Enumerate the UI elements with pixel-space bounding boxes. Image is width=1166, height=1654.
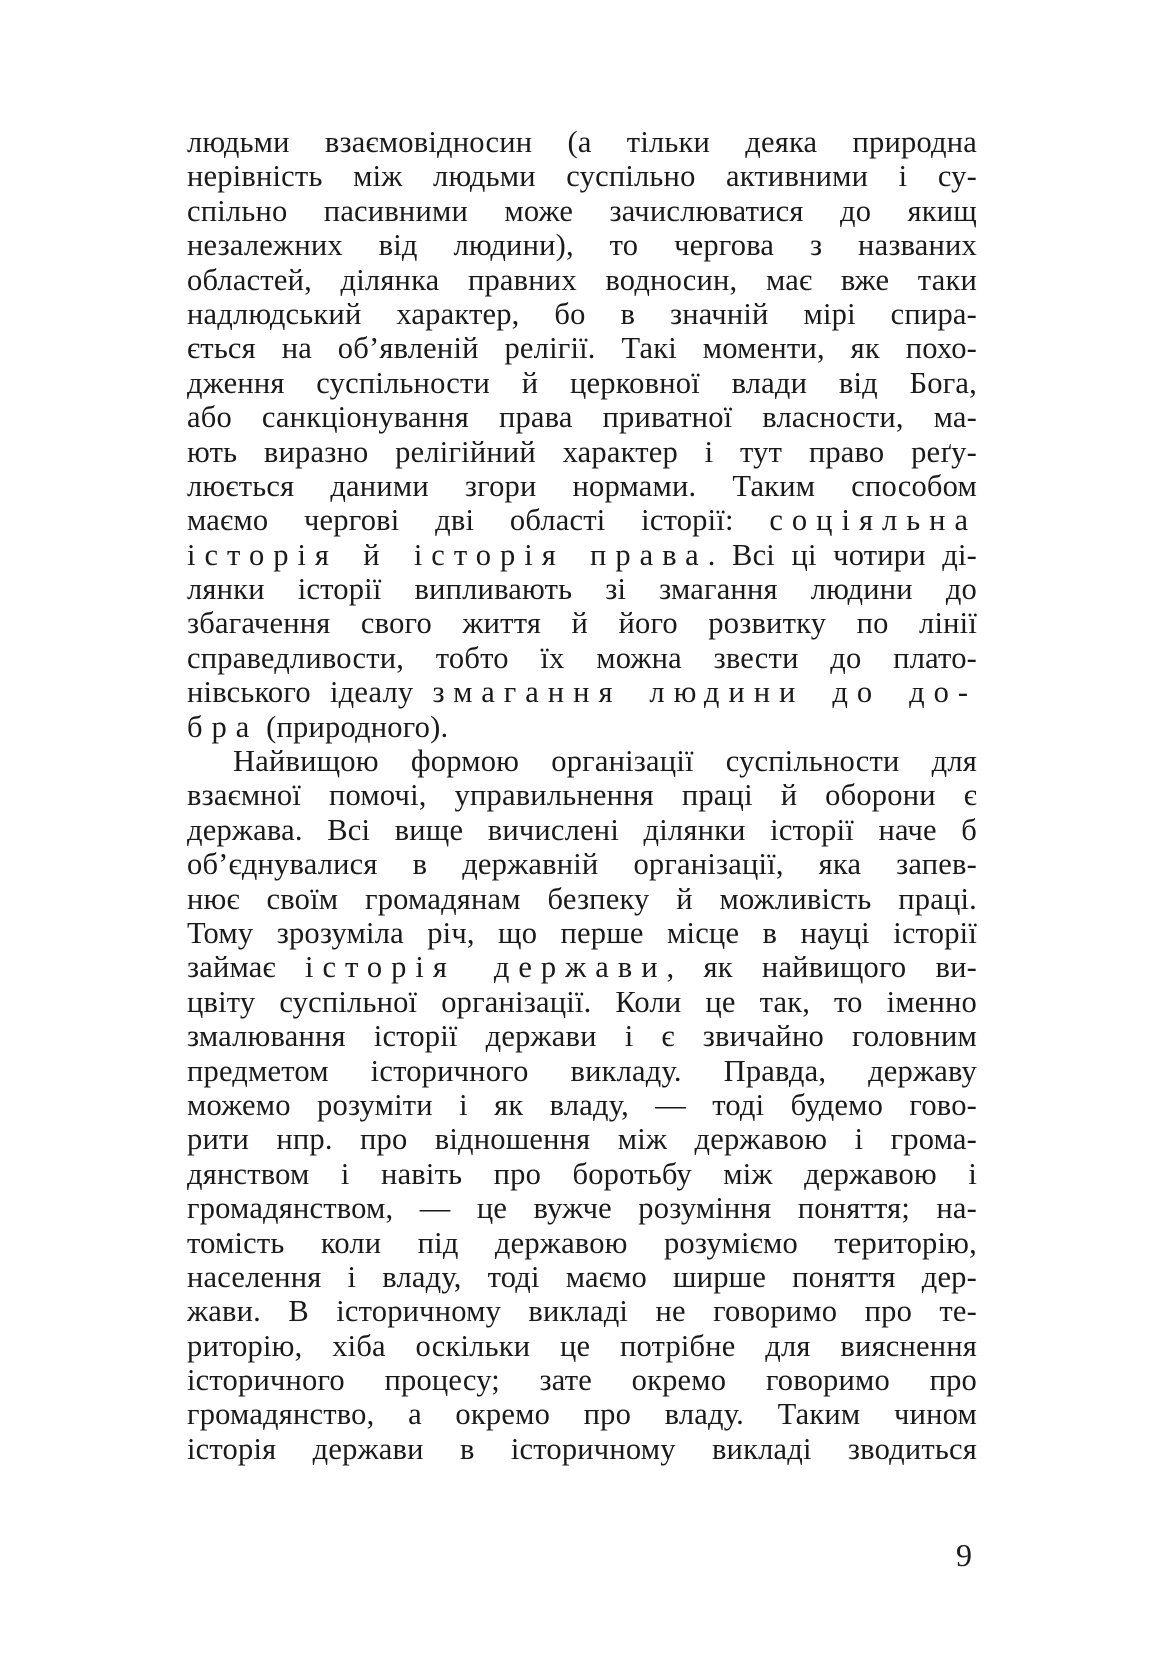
text-segment: дження суспільности й церковної влади від Бога, bbox=[187, 365, 977, 400]
text-line bbox=[187, 675, 977, 709]
text-line bbox=[187, 538, 977, 572]
text-line bbox=[187, 263, 977, 297]
body-text bbox=[187, 125, 977, 1466]
text-segment: змалювання історії держави і є звичайно головним bbox=[187, 1019, 977, 1054]
text-line bbox=[187, 813, 977, 847]
text-segment: лянки історії випливають зі змагання людини до bbox=[187, 572, 977, 607]
text-line bbox=[187, 641, 977, 675]
text-line bbox=[187, 1329, 977, 1363]
text-line bbox=[187, 435, 977, 469]
text-line bbox=[187, 1157, 977, 1191]
text-line bbox=[187, 159, 977, 193]
text-line bbox=[187, 985, 977, 1019]
text-line bbox=[187, 710, 977, 744]
text-line bbox=[187, 572, 977, 606]
text-segment: нівського ідеалу bbox=[187, 675, 433, 710]
spaced-emphasis-text: бра bbox=[187, 709, 259, 744]
text-segment: Тому зрозуміла річ, що перше місце в науці історії bbox=[187, 915, 977, 950]
text-line bbox=[187, 778, 977, 812]
text-segment: можемо розуміти і як владу, — тоді будемо гово- bbox=[187, 1087, 977, 1122]
text-segment: історія держави в історичному викладі зводиться bbox=[187, 1431, 977, 1466]
text-line bbox=[187, 125, 977, 159]
text-segment: ється на об’явленій релігії. Такі моменти, як похо- bbox=[187, 331, 977, 366]
text-segment: Найвищою формою організації суспільности для bbox=[233, 744, 977, 779]
text-segment: збагачення свого життя й його розвитку по лінії bbox=[187, 606, 977, 641]
text-line bbox=[187, 1397, 977, 1431]
text-line bbox=[187, 1054, 977, 1088]
text-line bbox=[187, 1088, 977, 1122]
text-segment: дянством і навіть про боротьбу між державою і bbox=[187, 1156, 977, 1191]
paragraph bbox=[187, 744, 977, 1466]
text-line bbox=[187, 1294, 977, 1328]
text-line bbox=[187, 1019, 977, 1053]
text-line bbox=[187, 882, 977, 916]
text-segment: людьми взаємовідносин (а тільки деяка природна bbox=[187, 125, 977, 159]
text-segment: жави. В історичному викладі не говоримо про те- bbox=[187, 1294, 977, 1329]
text-line bbox=[187, 916, 977, 950]
text-segment: взаємної помочі, управильнення праці й оборони є bbox=[187, 778, 977, 813]
text-segment: держава. Всі вище вичислені ділянки історії наче б bbox=[187, 812, 977, 847]
text-segment: областей, ділянка правних водносин, має вже таки bbox=[187, 262, 977, 297]
text-segment: цвіту суспільної організації. Коли це так, то іменно bbox=[187, 984, 977, 1019]
text-line bbox=[187, 1432, 977, 1466]
text-segment: надлюдський характер, бо в значній мірі спира- bbox=[187, 296, 977, 331]
text-line bbox=[187, 1363, 977, 1397]
text-segment: або санкціонування права приватної власности, ма- bbox=[187, 400, 977, 435]
text-segment: предметом історичного викладу. Правда, державу bbox=[187, 1053, 977, 1088]
text-line bbox=[187, 1226, 977, 1260]
text-segment: населення і владу, тоді маємо ширше поняття дер- bbox=[187, 1259, 977, 1294]
text-line bbox=[187, 331, 977, 365]
text-line bbox=[187, 228, 977, 262]
text-line bbox=[187, 400, 977, 434]
text-segment: (природного). bbox=[258, 709, 449, 744]
text-segment: громадянством, — це вужче розуміння поняття; на- bbox=[187, 1191, 977, 1226]
text-line bbox=[187, 366, 977, 400]
spaced-emphasis-text: історія держави bbox=[304, 950, 667, 985]
text-segment: спільно пасивними може зачислюватися до якищ bbox=[187, 193, 977, 228]
text-line bbox=[187, 1260, 977, 1294]
spaced-emphasis-text: соціяльна bbox=[769, 503, 977, 538]
text-segment: , як найвищого ви- bbox=[666, 950, 977, 985]
text-segment: люється даними згори нормами. Таким способом bbox=[187, 468, 977, 503]
text-segment: томість коли під державою розуміємо територію, bbox=[187, 1225, 977, 1260]
paragraph bbox=[187, 125, 977, 744]
text-line bbox=[187, 297, 977, 331]
text-segment: нерівність між людьми суспільно активними і су- bbox=[187, 159, 977, 194]
text-segment: справедливости, тобто їх можна звести до плато- bbox=[187, 640, 977, 675]
text-segment: рити нпр. про відношення між державою і грома- bbox=[187, 1122, 977, 1157]
text-line bbox=[187, 1122, 977, 1156]
text-segment: риторію, хіба оскільки це потрібне для вияснення bbox=[187, 1328, 977, 1363]
page-number: 9 bbox=[956, 1537, 972, 1573]
text-segment: незалежних від людини), то чергова з названих bbox=[187, 228, 977, 263]
text-segment: громадянство, а окремо про владу. Таким чином bbox=[187, 1397, 977, 1432]
text-line bbox=[187, 606, 977, 640]
text-line bbox=[187, 469, 977, 503]
spaced-emphasis-text: історія й історія права bbox=[187, 537, 708, 572]
text-line bbox=[187, 194, 977, 228]
text-line bbox=[187, 1191, 977, 1225]
text-line bbox=[187, 503, 977, 537]
text-segment: маємо чергові дві області історії: bbox=[187, 503, 770, 538]
text-segment: об’єднувалися в державній організації, яка запев- bbox=[187, 847, 977, 882]
text-segment: . Всі ці чотири ді- bbox=[707, 537, 977, 572]
text-line bbox=[187, 744, 977, 778]
text-segment: нює своїм громадянам безпеку й можливість праці. bbox=[187, 881, 977, 916]
text-segment: займає bbox=[187, 950, 305, 985]
text-segment: ють виразно релігійний характер і тут право реґу- bbox=[187, 434, 977, 469]
text-line bbox=[187, 847, 977, 881]
text-segment: історичного процесу; зате окремо говоримо про bbox=[187, 1363, 977, 1398]
text-line bbox=[187, 950, 977, 984]
spaced-emphasis-text: змагання людини до до- bbox=[432, 675, 977, 710]
